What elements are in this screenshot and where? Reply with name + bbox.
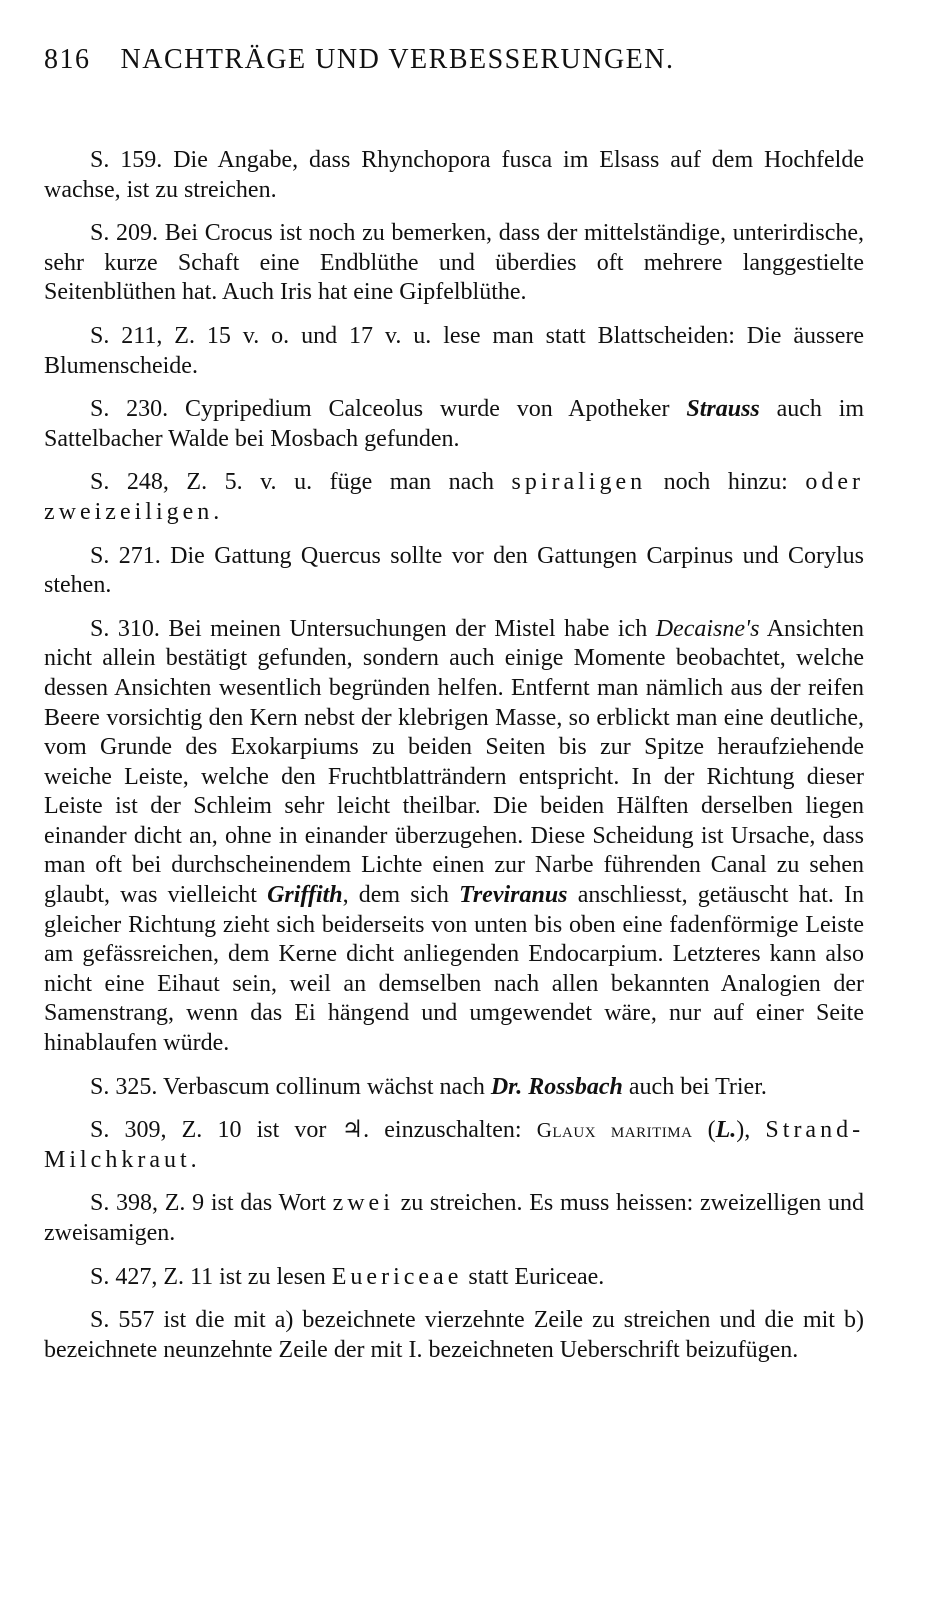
correction-text: zu streichen. Es muss heissen: zweizelligen und zweisamigen.: [44, 1190, 865, 1246]
correction-text: Die Gattung Quercus sollte vor den Gattungen Carpinus und Corylus stehen.: [44, 542, 864, 599]
correction-text: Verbascum collinum wächst nach: [162, 1073, 485, 1100]
correction-text: Bei meinen Untersuchungen der Mistel habe ich: [168, 615, 648, 642]
spaced-term: Euericeae: [331, 1263, 463, 1290]
correction-text: statt Euriceae.: [468, 1263, 605, 1290]
correction-entry-p271: [44, 542, 864, 601]
correction-text: einzuschalten:: [384, 1117, 522, 1144]
correction-text: Ansichten nicht allein bestätigt gefunden, sondern auch einige Momente beobachtet, welche dessen Ansichten wesentlich begründen helfen. Entfernt man nämlich aus der reifen Beere vorsichtig den Kern nebst der klebrigen Masse, so erblickt man eine deutliche, vom Grunde des Exokarpiums zu beiden Seiten bis zur Spitze heraufziehende weiche Leiste, welche den Fruchtblatträndern entspricht. In der Richtung dieser Leiste ist der Schleim sehr leicht theilbar. Die beiden Hälften derselben liegen einander dicht an, ohne in einander überzugehen. Diese Scheidung ist Ursache, dass man oft bei durchscheinendem Lichte einen zur Narbe führenden Canal zu sehen glaubt, was vielleicht: [44, 615, 864, 909]
page-reference: S. 398, Z. 9: [90, 1190, 205, 1217]
correction-text: füge man nach: [329, 469, 494, 496]
author-name: Decaisne's: [655, 615, 760, 642]
correction-text: , dem sich: [342, 882, 449, 909]
author-name: Griffith: [267, 882, 343, 909]
species-authority: L.: [715, 1117, 737, 1144]
correction-entry-p427: [44, 1263, 864, 1293]
page-reference: S. 325.: [90, 1073, 158, 1100]
correction-text: noch hinzu:: [663, 469, 788, 496]
correction-text: ist die mit a) bezeichnete vierzehnte Zeile zu streichen und die mit b) bezeichnete neunzehnte Zeile der mit I. bezeichneten Ueberschrift beizufügen.: [44, 1307, 865, 1363]
perennial-symbol: ♃.: [341, 1117, 370, 1144]
correction-entry-p159: [44, 146, 864, 205]
correction-entry-p398: [44, 1189, 864, 1248]
page-reference: S. 159.: [90, 147, 163, 173]
page-reference: S. 209.: [90, 220, 159, 247]
correction-text: anschliesst, getäuscht hat. In gleicher Richtung zieht sich beiderseits von unten bis oben eine fadenförmige Leiste am gefässreichen, dem Kerne dicht anliegenden Endocarpium. Letzteres kann also nicht eine Eihaut sein, weil an demselben nach allen bekannten Analogien der Samenstrang, wenn das Ei hängend und umgewendet wäre, nur auf einer Seite hinablaufen würde.: [44, 882, 865, 1057]
spaced-term: spiraligen: [511, 469, 647, 496]
page-reference: S. 211, Z. 15 v. o. und 17 v. u.: [90, 322, 432, 349]
page-number: 816: [44, 44, 91, 75]
correction-text: Die Angabe, dass Rhynchopora fusca im Elsass auf dem Hochfelde wachse, ist zu streichen.: [44, 147, 864, 203]
punctuation: ),: [736, 1117, 751, 1144]
correction-text: Cypripedium Calceolus wurde von Apotheker: [185, 396, 670, 423]
species-name: Glaux maritima: [536, 1118, 693, 1143]
correction-entry-p248: [44, 468, 864, 527]
correction-entry-p209: [44, 219, 864, 308]
page-header: [44, 44, 864, 94]
page-reference: S. 309, Z. 10: [90, 1117, 242, 1144]
correction-entry-p211: [44, 322, 864, 381]
correction-text: ist das Wort: [210, 1190, 326, 1217]
punctuation: .: [213, 498, 220, 525]
page-reference: S. 271.: [90, 542, 161, 569]
correction-text: ist vor: [256, 1117, 327, 1144]
correction-text: auch bei Trier.: [628, 1073, 767, 1100]
spaced-term: zwei: [332, 1190, 394, 1217]
correction-entry-p557: [44, 1306, 864, 1365]
page-reference: S. 310.: [90, 615, 160, 642]
page-reference: S. 230.: [90, 396, 169, 423]
page-reference: S. 427, Z. 11: [90, 1263, 214, 1290]
person-name: Strauss: [686, 396, 760, 423]
correction-text: auch im Sattelbacher Walde bei Mosbach gefunden.: [44, 396, 865, 452]
person-name: Dr. Rossbach: [490, 1073, 623, 1100]
page-reference: S. 248, Z. 5. v. u.: [90, 469, 313, 496]
common-name: Strand-Milchkraut.: [44, 1117, 865, 1173]
page-reference: S. 557: [90, 1307, 155, 1334]
correction-text: lese man statt Blattscheiden: Die äussere Blumenscheide.: [44, 322, 865, 379]
spaced-term: oder zweizeiligen: [44, 469, 865, 525]
correction-text: Bei Crocus ist noch zu bemerken, dass der mittelständige, unterirdische, sehr kurze Schaft eine Endblüthe und überdies oft mehrere langgestielte Seitenblüthen hat. Auch Iris hat eine Gipfelblüthe.: [44, 220, 864, 306]
correction-text: ist zu lesen: [219, 1263, 326, 1290]
correction-entry-p309: [44, 1116, 864, 1175]
correction-entry-p230: [44, 395, 864, 454]
correction-entry-p325: [44, 1073, 864, 1103]
running-title: NACHTRÄGE UND VERBESSERUNGEN.: [120, 44, 675, 75]
correction-entry-p310: [44, 615, 864, 1059]
author-name: Treviranus: [459, 882, 568, 909]
punctuation: (: [707, 1117, 716, 1144]
